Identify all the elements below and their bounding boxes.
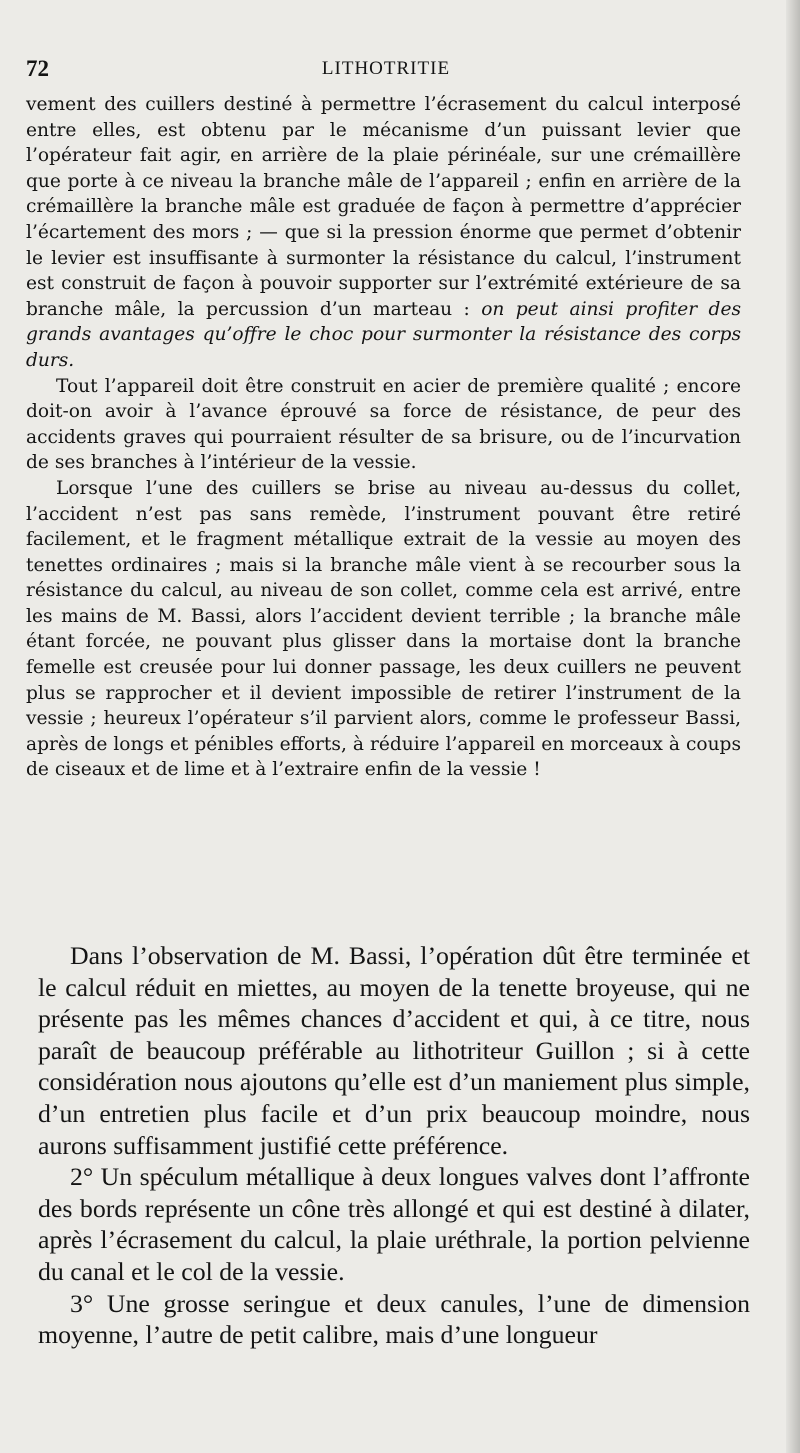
paragraph-instrument-mechanism — [26, 92, 741, 374]
paragraph-bassi-observation: Dans l’observation de M. Bassi, l’opération dût être terminée et le calcul réduit en miettes, au moyen de la tenette broyeuse, qui ne présente pas les mêmes chances d’accident et qui, à ce titre, nous paraît de beaucoup préférable au lithotriteur Guillon ; si à cette considération nous ajoutons qu’elle est d’un maniement plus simple, d’un entretien plus facile et d’un prix beaucoup moindre, nous aurons suffisamment justifié cette préférence. — [38, 941, 750, 1160]
page-number: 72 — [26, 56, 49, 81]
page-edge-shadow — [786, 0, 800, 1453]
small-print-section — [26, 92, 741, 783]
running-title: LITHOTRITIE — [321, 58, 451, 79]
large-print-section — [38, 940, 750, 1351]
italic-emphasis: on peut ainsi profiter des grands avantages qu’offre le choc pour surmonter la résistance des corps durs. — [26, 298, 741, 371]
paragraph-accident: Lorsque l’une des cuillers se brise au niveau au-dessus du collet, l’accident n’est pas sans remède, l’instrument pouvant être retiré facilement, et le fragment métallique extrait de la vessie au moyen des tenettes ordinaires ; mais si la branche mâle vient à se recourber sous la résistance du calcul, au niveau de son collet, comme cela est arrivé, entre les mains de M. Bassi, alors l’accident devient terrible ; la branche mâle étant forcée, ne pouvant plus glisser dans la mortaise dont la branche femelle est creusée pour lui donner passage, les deux cuillers ne peuvent plus se rapprocher et il devient impossible de retirer l’instrument de la vessie ; heureux l’opérateur s’il parvient alors, comme le professeur Bassi, après de longs et pénibles efforts, à réduire l’appareil en morceaux à coups de ciseaux et de lime et à l’extraire enfin de la vessie ! — [26, 477, 741, 781]
paragraph-speculum: 2° Un spéculum métallique à deux longues valves dont l’affronte des bords représente un cône très allongé et qui est destiné à dilater, après l’écrasement du calcul, la plaie uréthrale, la portion pelvienne du canal et le col de la vessie. — [38, 1162, 750, 1286]
paragraph-steel-quality: Tout l’appareil doit être construit en acier de première qualité ; encore doit-on avoir à l’avance éprouvé sa force de résistance, de peur des accidents graves qui pourraient résulter de sa brisure, ou de l’incurvation de ses branches à l’intérieur de la vessie. — [26, 375, 741, 474]
page-header — [26, 56, 746, 86]
paragraph-seringue: 3° Une grosse seringue et deux canules, l’une de dimension moyenne, l’autre de petit calibre, mais d’une longueur — [38, 1288, 750, 1350]
paragraph-text: vement des cuillers destiné à permettre l’écrasement du calcul interposé entre elles, est obtenu par le mécanisme d’un puissant levier que l’opérateur fait agir, en arrière de la plaie périnéale, sur une crémaillère que porte à ce niveau la branche mâle de l’appareil ; enfin en arrière de la crémaillère la branche mâle est graduée de façon à permettre d’apprécier l’écartement des mors ; — que si la pression énorme que permet d’obtenir le levier est insuffisante à surmonter la résistance du calcul, l’instrument est construit de façon à pouvoir supporter sur l’extrémité extérieure de sa branche mâle, la percussion d’un marteau : — [26, 94, 741, 320]
